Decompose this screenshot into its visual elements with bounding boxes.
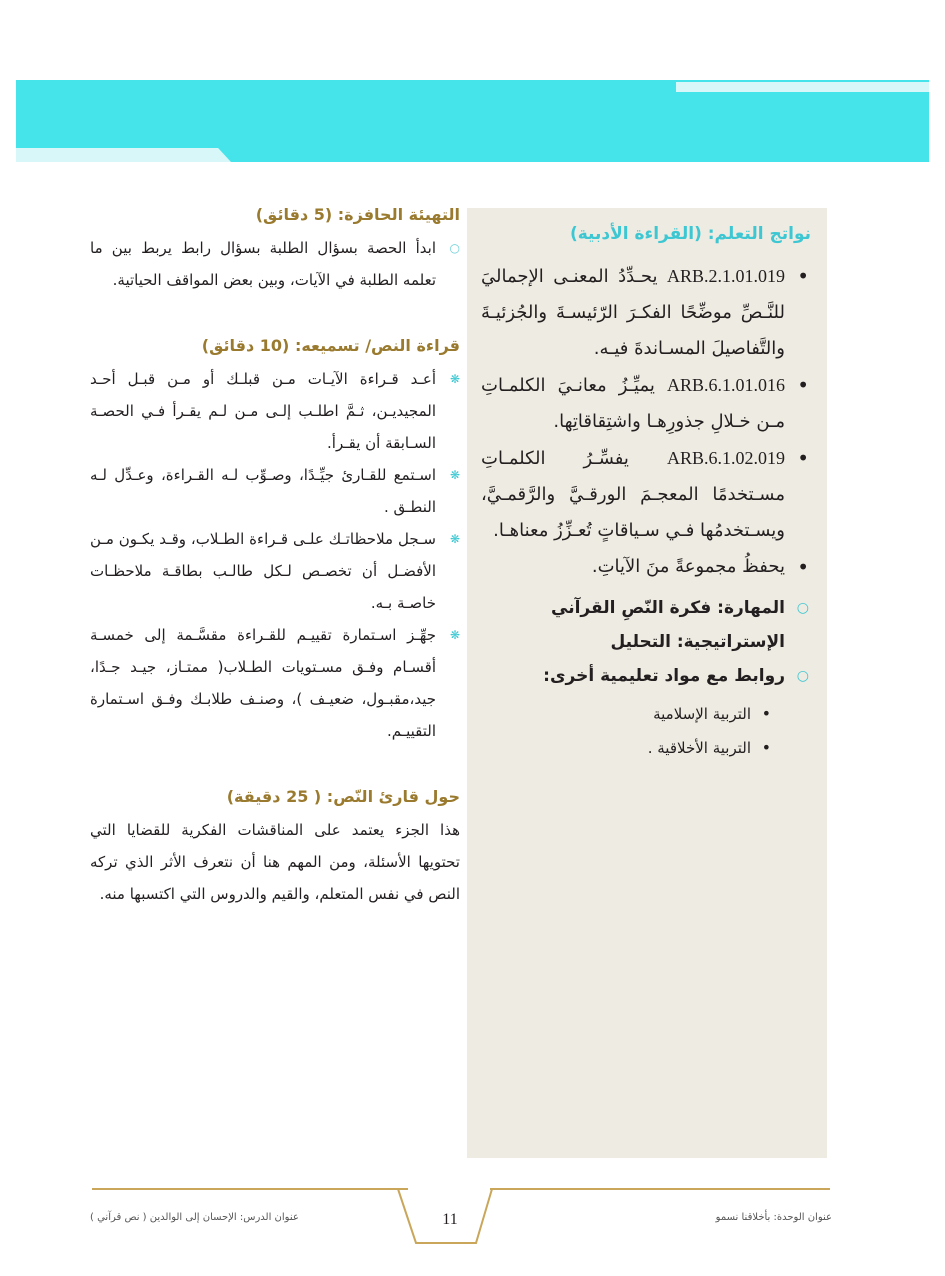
skill-row: [481, 591, 811, 625]
warmup-paragraph: [90, 232, 460, 296]
outcome-item: [481, 440, 785, 549]
outcomes-list: [481, 258, 811, 585]
header-banner-accent-bottom: [16, 148, 231, 162]
outcome-item: [481, 549, 785, 585]
reading-paragraph: [90, 363, 460, 459]
around-minutes: ( 25 دقيقة): [226, 787, 322, 806]
sparkle-bullet-icon: ❋: [449, 468, 460, 482]
outcome-code: ARB.6.1.01.016: [666, 375, 785, 395]
page-number: 11: [442, 1211, 458, 1228]
footer-unit-title: عنوان الوحدة: بأخلاقنا نسمو: [715, 1212, 832, 1223]
strategy-text: الإستراتيجية: التحليل: [610, 632, 785, 652]
reading-text: اسـتمع للقـارئ جيِّـدًا، وصـوِّب لـه القـراءة، وعـدِّل لـه النطـق .: [90, 466, 436, 516]
learning-outcomes-panel: [467, 208, 827, 1158]
around-title-text: حول قارئ النّص:: [326, 787, 460, 806]
outcome-code: ARB.6.1.02.019: [666, 448, 785, 468]
outcome-text: يحـدِّدُ المعنـى الإجماليَ للنَّـصِّ موضِّحًا الفكـرَ الرّئيسـةَ والجُزئيـةَ والتَّفاصيلَ المسـاندةَ فيـه.: [481, 266, 785, 359]
warmup-title: [90, 205, 460, 224]
header-banner-accent-top: [676, 82, 929, 92]
reading-paragraph: [90, 619, 460, 747]
reading-paragraph: [90, 523, 460, 619]
reading-text: سـجل ملاحظاتـك علـى قـراءة الطـلاب، وقـد يكـون مـن الأفضـل أن تخصـص لـكل طالـب بطاقـة ملاحظـات خاصـة بـه.: [90, 530, 436, 612]
outcome-text: يحفظُ مجموعةً منَ الآياتِ.: [591, 556, 785, 577]
link-item: • التربية الأخلاقية .: [481, 731, 751, 765]
link-item: • التربية الإسلامية: [481, 697, 751, 731]
reading-paragraph: [90, 459, 460, 523]
circle-bullet-icon: ○: [796, 668, 809, 684]
circle-bullet-icon: ○: [449, 241, 460, 255]
sparkle-bullet-icon: ❋: [449, 372, 460, 386]
warmup-text: ابدأ الحصة بسؤال الطلبة بسؤال رابط يربط بين ما تعلمه الطلبة في الآيات، وبين بعض المواقف الحياتية.: [90, 239, 436, 289]
warmup-title-text: التهيئة الحافزة:: [337, 205, 460, 224]
skill-text: المهارة: فكرة النّصِ القرآني: [551, 598, 785, 618]
sparkle-bullet-icon: ❋: [449, 628, 460, 642]
sparkle-bullet-icon: ❋: [449, 532, 460, 546]
warmup-minutes: (5 دقائق): [255, 205, 333, 224]
learning-outcomes-content: [481, 224, 811, 765]
outcome-code: ARB.2.1.01.019: [666, 266, 785, 286]
outcome-item: [481, 367, 785, 440]
footer-rule-left: [92, 1188, 408, 1190]
lesson-steps-column: [90, 205, 460, 910]
circle-bullet-icon: ○: [796, 600, 809, 616]
links-title: روابط مع مواد تعليمية أخرى:: [543, 666, 785, 686]
footer-lesson-title: عنوان الدرس: الإحسان إلى الوالدين ( نص قرآني ): [90, 1212, 299, 1223]
reading-minutes: (10 دقائق): [201, 336, 290, 355]
links-row: [481, 659, 811, 693]
footer-rule-right: [490, 1188, 830, 1190]
around-paragraph: هذا الجزء يعتمد على المناقشات الفكرية للقضايا التي تحتويها الأسئلة، ومن المهم هنا أن نتعرف الأثر الذي تركه النص في نفس المتعلم، والقيم والدروس التي اكتسبها منه.: [90, 821, 460, 903]
outcome-item: [481, 258, 785, 367]
outcome-text: يميِّـزُ معانـيَ الكلمـاتِ مـن خـلالِ جذورِهـا واشتِقاقاتِها.: [481, 375, 785, 432]
outcome-text: يفسِّـرُ الكلمـاتِ مسـتخدمًا المعجـمَ الورقـيَّ والرَّقمـيَّ، ويسـتخدمُها فـي سـياقاتٍ تُعـزِّزُ معناهـا.: [481, 448, 785, 541]
reading-title: [90, 336, 460, 355]
strategy-row: [481, 625, 811, 659]
reading-text: أعـد قـراءة الآيـات مـن قبلـك أو مـن قبـل أحـد المجيديـن، ثـمَّ اطلـب إلـى مـن لـم يقـرأ فـي الحصـة السـابقة أن يقـرأ.: [90, 370, 436, 452]
around-title: [90, 787, 460, 806]
reading-title-text: قراءة النص/ تسميعه:: [294, 336, 460, 355]
links-list: [481, 697, 811, 765]
outcomes-heading: نواتج التعلم: (القراءة الأدبية): [569, 224, 811, 244]
reading-text: جهِّـز اسـتمارة تقييـم للقـراءة مقسَّـمة إلى خمسـة أقسـام وفـق مسـتويات الطـلاب( ممتـاز، جيـد جـدًا، جيد،مقبـول، ضعيـف )، وصنـف طلابـك وفـق اسـتمارة التقييـم.: [90, 626, 436, 740]
